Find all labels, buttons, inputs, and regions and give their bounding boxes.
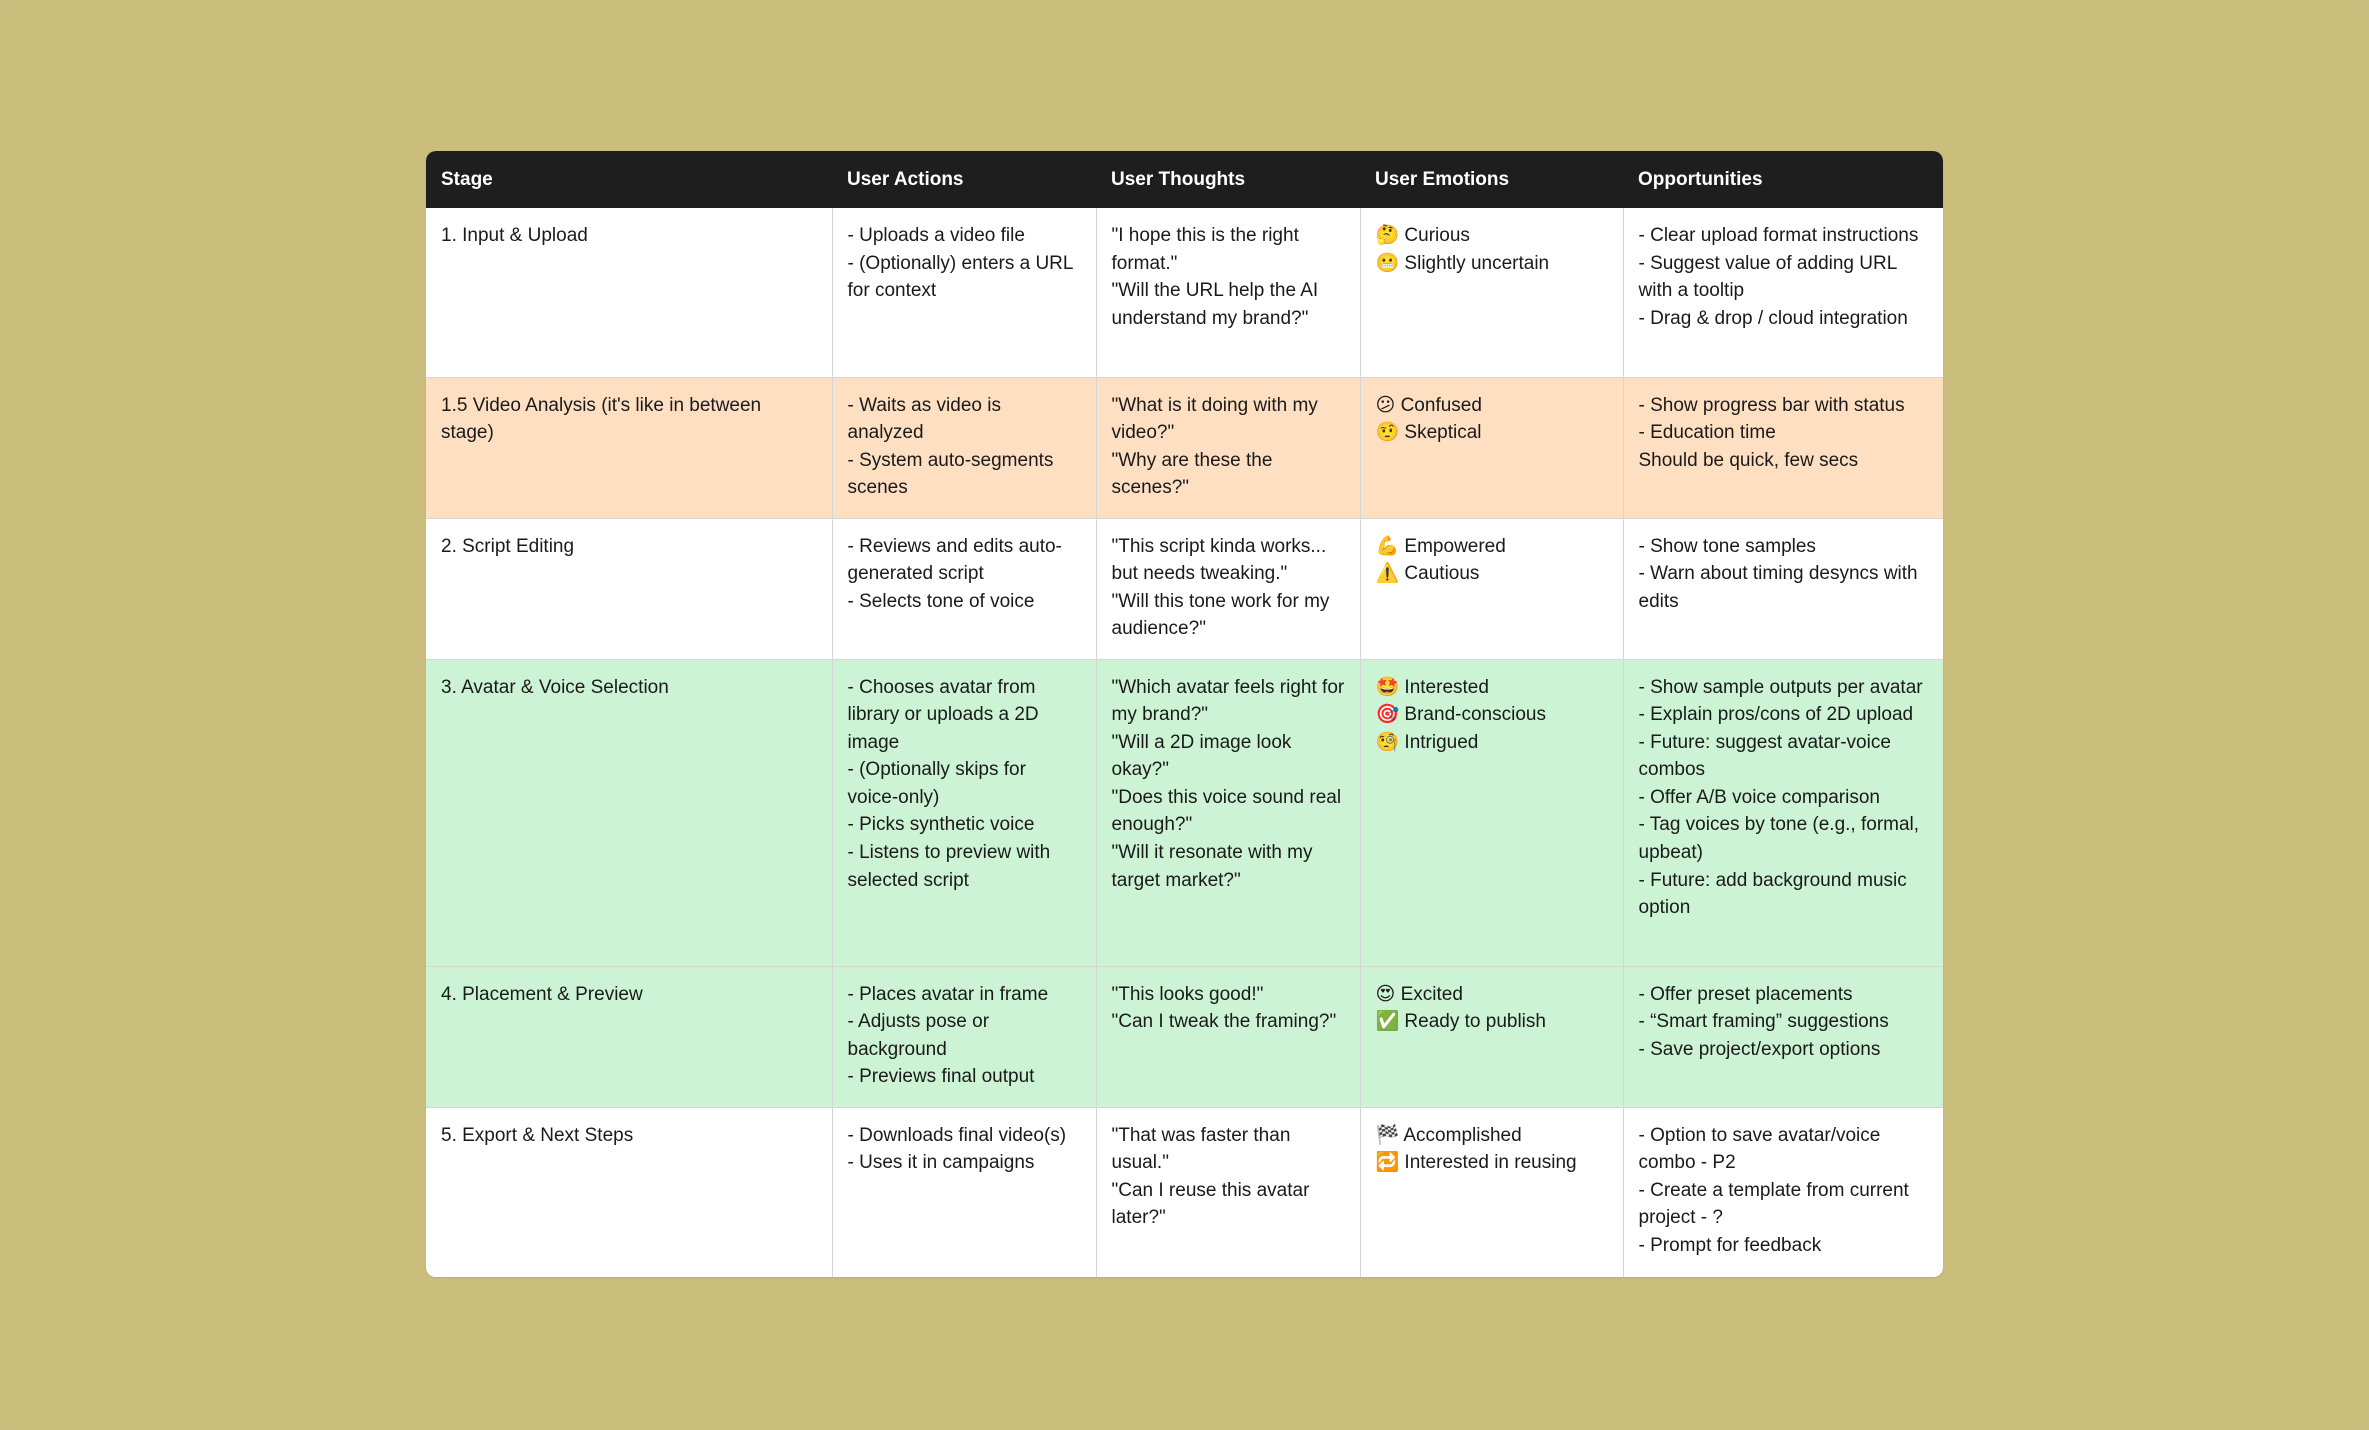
thoughts-cell[interactable] [1096, 208, 1360, 377]
thought-item: "Will this tone work for my audience?" [1111, 590, 1330, 640]
thought-item: "Can I reuse this avatar later?" [1111, 1179, 1310, 1229]
header-user-actions[interactable]: User Actions [832, 151, 1096, 208]
action-item: - Uploads a video file [847, 225, 1025, 246]
action-item: - Selects tone of voice [847, 590, 1035, 612]
opportunity-item: - Explain pros/cons of 2D upload [1638, 704, 1914, 726]
emotion-item: 😕 Confused [1375, 394, 1482, 416]
emotion-item: 💪 Empowered [1375, 535, 1506, 557]
table-row [426, 377, 1943, 518]
emotion-item: 🤩 Interested [1375, 676, 1489, 698]
opportunity-item: - Save project/export options [1638, 1038, 1881, 1060]
thought-item: "Can I tweak the framing?" [1111, 1011, 1337, 1033]
emotions-cell[interactable] [1360, 518, 1623, 659]
table-row [426, 518, 1943, 659]
stage-cell[interactable]: 1. Input & Upload [426, 208, 832, 377]
emotion-item: 🧐 Intrigued [1375, 731, 1479, 753]
action-item: - Chooses avatar from library or uploads a 2D image [847, 676, 1039, 753]
table-row [426, 659, 1943, 966]
stage-cell[interactable]: 3. Avatar & Voice Selection [426, 659, 832, 966]
stage-cell[interactable]: 1.5 Video Analysis (it's like in between stage) [426, 377, 832, 518]
table-body [426, 208, 1943, 1277]
opportunity-item: - Create a template from current project - ? [1638, 1179, 1909, 1229]
opportunity-item: - Future: add background music option [1638, 869, 1907, 919]
actions-cell[interactable] [832, 966, 1096, 1107]
thoughts-cell[interactable] [1096, 1107, 1360, 1277]
opportunities-cell[interactable] [1623, 659, 1943, 966]
thought-item: "I hope this is the right format." [1111, 225, 1299, 274]
header-stage[interactable]: Stage [426, 151, 832, 208]
action-item: - Waits as video is analyzed [847, 394, 1001, 444]
emotions-cell[interactable] [1360, 377, 1623, 518]
opportunities-cell[interactable] [1623, 966, 1943, 1107]
opportunities-cell[interactable] [1623, 377, 1943, 518]
thought-item: "This looks good!" [1111, 983, 1264, 1005]
action-item: - Picks synthetic voice [847, 814, 1035, 836]
table-header [426, 151, 1943, 208]
thoughts-cell[interactable] [1096, 377, 1360, 518]
opportunities-cell[interactable] [1623, 518, 1943, 659]
emotions-cell[interactable] [1360, 1107, 1623, 1277]
action-item: - Adjusts pose or background [847, 1011, 990, 1060]
action-item: - Reviews and edits auto-generated script [847, 535, 1062, 585]
emotions-cell[interactable] [1360, 966, 1623, 1107]
header-user-thoughts[interactable]: User Thoughts [1096, 151, 1360, 208]
header-row [426, 151, 1943, 208]
header-user-emotions[interactable]: User Emotions [1360, 151, 1623, 208]
emotion-item: 🎯 Brand-conscious [1375, 704, 1546, 726]
table-row [426, 208, 1943, 377]
opportunity-item: - Future: suggest avatar-voice combos [1638, 731, 1891, 781]
actions-cell[interactable] [832, 659, 1096, 966]
header-opportunities[interactable]: Opportunities [1623, 151, 1943, 208]
actions-cell[interactable] [832, 377, 1096, 518]
action-item: - Downloads final video(s) [847, 1124, 1067, 1146]
thought-item: "What is it doing with my video?" [1111, 394, 1318, 444]
thought-item: "Will a 2D image look okay?" [1111, 731, 1292, 781]
opportunity-item: - Education time [1638, 422, 1776, 444]
emotion-item: 😬 Slightly uncertain [1375, 252, 1550, 274]
emotion-item: 🔁 Interested in reusing [1375, 1152, 1577, 1174]
opportunity-item: - “Smart framing” suggestions [1638, 1011, 1889, 1033]
opportunity-item: - Drag & drop / cloud integration [1638, 307, 1908, 329]
actions-cell[interactable] [832, 1107, 1096, 1277]
opportunity-item: - Show progress bar with status [1638, 394, 1905, 416]
action-item: - Uses it in campaigns [847, 1152, 1035, 1174]
action-item: - System auto-segments scenes [847, 449, 1054, 499]
thought-item: "Which avatar feels right for my brand?" [1111, 676, 1345, 726]
opportunity-item: - Prompt for feedback [1638, 1234, 1822, 1256]
thought-item: "Why are these the scenes?" [1111, 449, 1273, 499]
opportunities-cell[interactable] [1623, 208, 1943, 377]
actions-cell[interactable] [832, 208, 1096, 377]
action-item: - (Optionally skips for voice-only) [847, 759, 1026, 808]
action-item: - Places avatar in frame [847, 983, 1049, 1005]
thoughts-cell[interactable] [1096, 518, 1360, 659]
thought-item: "That was faster than usual." [1111, 1124, 1291, 1174]
emotions-cell[interactable] [1360, 659, 1623, 966]
emotions-cell[interactable] [1360, 208, 1623, 377]
opportunity-item: - Tag voices by tone (e.g., formal, upbeat) [1638, 814, 1920, 864]
opportunity-item: - Offer preset placements [1638, 983, 1853, 1005]
stage-cell[interactable]: 5. Export & Next Steps [426, 1107, 832, 1277]
journey-map-table [426, 151, 1943, 1277]
opportunities-cell[interactable] [1623, 1107, 1943, 1277]
stage-cell[interactable]: 4. Placement & Preview [426, 966, 832, 1107]
action-item: - Previews final output [847, 1066, 1035, 1088]
action-item: - (Optionally) enters a URL for context [847, 252, 1073, 302]
emotion-item: ✅ Ready to publish [1375, 1011, 1546, 1033]
opportunity-item: - Show tone samples [1638, 535, 1816, 557]
opportunity-item: - Clear upload format instructions [1638, 225, 1919, 246]
thought-item: "Does this voice sound real enough?" [1111, 786, 1342, 836]
action-item: - Listens to preview with selected script [847, 842, 1051, 891]
emotion-item: 🤨 Skeptical [1375, 422, 1482, 444]
journey-map-table-container [426, 151, 1943, 1277]
opportunity-item: - Option to save avatar/voice combo - P2 [1638, 1124, 1881, 1174]
thought-item: "Will the URL help the AI understand my brand?" [1111, 280, 1319, 329]
opportunity-item: - Warn about timing desyncs with edits [1638, 563, 1918, 612]
opportunity-item: - Show sample outputs per avatar [1638, 676, 1923, 698]
opportunity-item: Should be quick, few secs [1638, 449, 1859, 471]
thoughts-cell[interactable] [1096, 966, 1360, 1107]
opportunity-item: - Suggest value of adding URL with a tooltip [1638, 252, 1897, 302]
thought-item: "Will it resonate with my target market?" [1111, 842, 1313, 891]
emotion-item: 😍 Excited [1375, 983, 1463, 1005]
thought-item: "This script kinda works... but needs tweaking." [1111, 535, 1327, 585]
emotion-item: ⚠️ Cautious [1375, 563, 1480, 585]
table-row [426, 1107, 1943, 1277]
table-row [426, 966, 1943, 1107]
emotion-item: 🤔 Curious [1375, 225, 1470, 246]
emotion-item: 🏁 Accomplished [1375, 1124, 1522, 1146]
actions-cell[interactable] [832, 518, 1096, 659]
opportunity-item: - Offer A/B voice comparison [1638, 786, 1880, 808]
stage-cell[interactable]: 2. Script Editing [426, 518, 832, 659]
thoughts-cell[interactable] [1096, 659, 1360, 966]
